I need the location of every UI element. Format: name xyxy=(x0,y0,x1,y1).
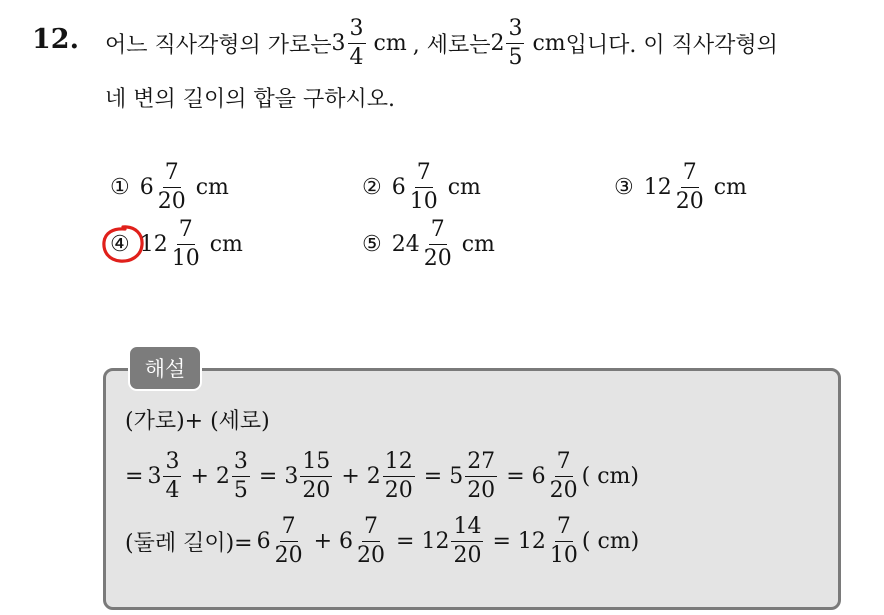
choice-fraction xyxy=(408,162,440,213)
term-whole: 12 xyxy=(421,529,450,554)
term-numerator: 3 xyxy=(232,451,250,477)
term-denominator: 20 xyxy=(549,478,578,503)
solution-line-2 xyxy=(125,451,639,502)
term-fraction xyxy=(300,451,332,502)
choice-mark: ③ xyxy=(614,175,634,200)
choice-fraction xyxy=(422,219,454,270)
term-fraction xyxy=(465,451,497,502)
choice-2[interactable] xyxy=(362,162,481,213)
term-denominator: 20 xyxy=(302,478,331,503)
equals-sign: = xyxy=(492,529,511,554)
term-whole: 12 xyxy=(517,529,546,554)
choice-denominator: 10 xyxy=(171,246,200,271)
choice-unit: cm xyxy=(713,175,747,200)
choice-denominator: 20 xyxy=(157,189,186,214)
height-unit: cm xyxy=(532,31,566,56)
choice-unit: cm xyxy=(461,232,495,257)
term-fraction xyxy=(548,451,580,502)
term-denominator: 20 xyxy=(453,543,482,568)
solution-tag: 해설 xyxy=(128,345,202,391)
height-numerator: 3 xyxy=(506,18,524,44)
term-denominator: 10 xyxy=(549,543,578,568)
term-numerator: 7 xyxy=(280,516,298,542)
choice-1[interactable] xyxy=(110,162,229,213)
term-denominator: 5 xyxy=(233,478,248,503)
choice-denominator: 10 xyxy=(409,189,438,214)
choice-numerator: 7 xyxy=(415,162,433,188)
perimeter-label: (둘레 길이)= xyxy=(125,531,253,556)
term-denominator: 20 xyxy=(274,543,303,568)
choice-3[interactable] xyxy=(614,162,747,213)
width-value xyxy=(332,18,407,69)
choice-unit: cm xyxy=(195,175,229,200)
term-whole: 2 xyxy=(215,464,230,489)
term-numerator: 3 xyxy=(163,451,181,477)
question-text-part3: 입니다. 이 직사각형의 xyxy=(565,33,778,58)
solution-line-3 xyxy=(125,516,639,567)
choice-whole: 24 xyxy=(391,232,420,257)
equals-sign: = xyxy=(506,464,525,489)
term-fraction xyxy=(548,516,580,567)
choice-fraction xyxy=(170,219,202,270)
term-fraction xyxy=(451,516,483,567)
equals-sign: = xyxy=(396,529,415,554)
width-denominator: 4 xyxy=(349,45,364,70)
term-numerator: 12 xyxy=(383,451,415,477)
equals-sign: = xyxy=(423,464,443,489)
choice-denominator: 20 xyxy=(423,246,452,271)
question-line-2: 네 변의 길이의 합을 구하시오. xyxy=(105,87,395,112)
height-denominator: 5 xyxy=(508,45,523,70)
choice-whole: 6 xyxy=(139,175,154,200)
term-whole: 5 xyxy=(449,464,464,489)
term-whole: 6 xyxy=(339,529,354,554)
term-fraction xyxy=(163,451,181,502)
term-denominator: 20 xyxy=(384,478,413,503)
choice-mark: ① xyxy=(110,175,130,200)
term-numerator: 15 xyxy=(300,451,332,477)
equals-sign: = xyxy=(125,464,144,489)
term-fraction xyxy=(273,516,305,567)
choice-whole: 12 xyxy=(139,232,168,257)
term-whole: 3 xyxy=(147,464,162,489)
unit-label: ( cm) xyxy=(581,529,640,554)
choice-whole: 12 xyxy=(643,175,672,200)
choice-mark: ② xyxy=(362,175,382,200)
choice-unit: cm xyxy=(209,232,243,257)
choice-mark: ⑤ xyxy=(362,232,382,257)
plus-sign: + xyxy=(313,529,333,554)
choice-denominator: 20 xyxy=(675,189,704,214)
question-text-part2: , 세로는 xyxy=(412,33,491,58)
height-whole: 2 xyxy=(490,31,505,56)
solution-line-1: (가로)+ (세로) xyxy=(125,409,270,434)
width-numerator: 3 xyxy=(348,18,366,44)
term-whole: 6 xyxy=(256,529,271,554)
height-fraction xyxy=(506,18,524,69)
term-whole: 2 xyxy=(366,464,381,489)
term-whole: 6 xyxy=(531,464,546,489)
unit-label: ( cm) xyxy=(581,464,639,489)
width-whole: 3 xyxy=(331,31,346,56)
choice-whole: 6 xyxy=(391,175,406,200)
term-numerator: 7 xyxy=(555,451,573,477)
choice-numerator: 7 xyxy=(177,219,195,245)
choice-unit: cm xyxy=(447,175,481,200)
choice-fraction xyxy=(674,162,706,213)
term-fraction xyxy=(355,516,387,567)
width-fraction xyxy=(348,18,366,69)
choice-numerator: 7 xyxy=(163,162,181,188)
choice-numerator: 7 xyxy=(681,162,699,188)
term-whole: 3 xyxy=(284,464,299,489)
choice-fraction xyxy=(156,162,188,213)
height-value xyxy=(490,18,565,69)
term-denominator: 4 xyxy=(165,478,180,503)
question-line-1 xyxy=(105,18,778,69)
term-fraction xyxy=(232,451,250,502)
width-unit: cm xyxy=(373,31,407,56)
term-numerator: 7 xyxy=(555,516,573,542)
question-text-part1: 어느 직사각형의 가로는 xyxy=(105,33,332,58)
term-numerator: 27 xyxy=(465,451,497,477)
plus-sign: + xyxy=(341,464,360,489)
term-denominator: 20 xyxy=(357,543,386,568)
choice-numerator: 7 xyxy=(429,219,447,245)
choice-mark: ④ xyxy=(110,232,130,257)
choice-4[interactable] xyxy=(110,219,243,270)
equals-sign: = xyxy=(258,464,278,489)
choice-5[interactable] xyxy=(362,219,495,270)
question-number: 12. xyxy=(32,24,79,55)
plus-sign: + xyxy=(190,464,209,489)
term-denominator: 20 xyxy=(467,478,496,503)
term-numerator: 7 xyxy=(362,516,380,542)
term-fraction xyxy=(383,451,415,502)
term-numerator: 14 xyxy=(451,516,483,542)
